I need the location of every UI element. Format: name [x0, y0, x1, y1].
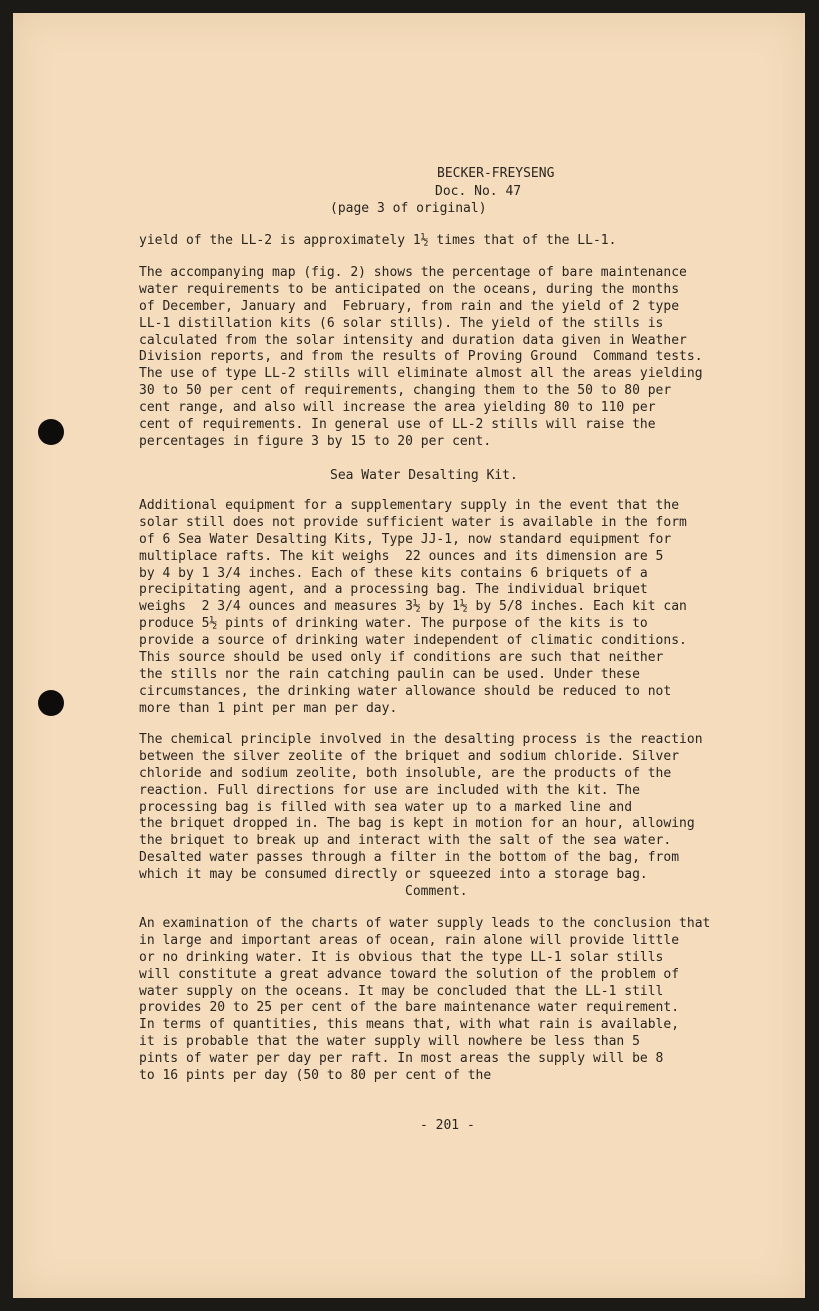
text-line: by 4 by 1 3/4 inches. Each of these kits contains 6 briquets of a — [139, 565, 648, 581]
text-line: to 16 pints per day (50 to 80 per cent of the — [139, 1068, 492, 1084]
page-number: - 201 - — [420, 1118, 475, 1133]
text-line: calculated from the solar intensity and duration data given in Weather — [139, 332, 687, 348]
punch-hole-lower — [38, 690, 64, 716]
text-line: solar still does not provide sufficient water is available in the form — [139, 514, 687, 530]
text-line: An examination of the charts of water supply leads to the conclusion that — [139, 916, 711, 931]
text-line: precipitating agent, and a processing bag. The individual briquet — [139, 582, 648, 598]
text-line: 30 to 50 per cent of requirements, changing them to the 50 to 80 per — [139, 383, 672, 399]
text-line: provide a source of drinking water independent of climatic conditions. — [139, 633, 687, 649]
text-line: the stills nor the rain catching paulin can be used. Under these — [139, 666, 640, 682]
text-line: The accompanying map (fig. 2) shows the percentage of bare maintenance — [139, 265, 687, 280]
header-doc-number: Doc. No. 47 — [435, 184, 522, 199]
heading-comment: Comment. — [405, 884, 468, 899]
text-line: This source should be used only if conditions are such that neither — [139, 650, 664, 666]
text-line: water requirements to be anticipated on the oceans, during the months — [139, 281, 680, 297]
text-line: the briquet dropped in. The bag is kept in motion for an hour, allowing — [139, 816, 695, 832]
text-line: The chemical principle involved in the desalting process is the reaction — [139, 732, 703, 747]
text-line: will constitute a great advance toward the solution of the problem of — [139, 966, 680, 982]
text-line: The use of type LL-2 stills will eliminate almost all the areas yielding — [139, 366, 703, 382]
text-line: yield of the LL-2 is approximately 1½ times that of the LL-1. — [139, 233, 617, 248]
text-line: cent of requirements. In general use of LL-2 stills will raise the — [139, 417, 656, 433]
paragraph-comment — [139, 916, 710, 1085]
punch-hole-upper — [38, 419, 64, 445]
text-line: Additional equipment for a supplementary supply in the event that the — [139, 498, 680, 513]
text-line: the briquet to break up and interact with the salt of the sea water. — [139, 833, 672, 849]
text-line: multiplace rafts. The kit weighs 22 ounces and its dimension are 5 — [139, 548, 664, 564]
text-line: LL-1 distillation kits (6 solar stills). The yield of the stills is — [139, 315, 664, 331]
text-line: percentages in figure 3 by 15 to 20 per cent. — [139, 433, 492, 449]
text-line: provides 20 to 25 per cent of the bare maintenance water requirement. — [139, 1000, 680, 1016]
paragraph-map — [139, 265, 703, 451]
text-line: of December, January and February, from rain and the yield of 2 type — [139, 298, 680, 314]
text-line: of 6 Sea Water Desalting Kits, Type JJ-1, now standard equipment for — [139, 531, 672, 547]
text-line: it is probable that the water supply will nowhere be less than 5 — [139, 1034, 640, 1050]
text-line: reaction. Full directions for use are included with the kit. The — [139, 782, 640, 798]
text-line: produce 5½ pints of drinking water. The purpose of the kits is to — [139, 616, 648, 632]
text-line: Desalted water passes through a filter in the bottom of the bag, from — [139, 850, 680, 866]
text-line: between the silver zeolite of the briquet and sodium chloride. Silver — [139, 748, 680, 764]
text-line: circumstances, the drinking water allowance should be reduced to not — [139, 683, 672, 699]
header-org: BECKER-FREYSENG — [437, 166, 555, 181]
paragraph-desalting-kit — [139, 498, 687, 718]
text-line: which it may be consumed directly or squeezed into a storage bag. — [139, 867, 648, 883]
heading-sea-water-desalting-kit: Sea Water Desalting Kit. — [330, 468, 518, 483]
text-line: more than 1 pint per man per day. — [139, 700, 398, 716]
header-page-ref: (page 3 of original) — [330, 201, 487, 216]
text-line: chloride and sodium zeolite, both insoluble, are the products of the — [139, 765, 672, 781]
text-line: processing bag is filled with sea water up to a marked line and — [139, 799, 633, 815]
paragraph-intro — [139, 233, 616, 250]
text-line: Division reports, and from the results of Proving Ground Command tests. — [139, 349, 703, 365]
text-line: water supply on the oceans. It may be concluded that the LL-1 still — [139, 983, 664, 999]
text-line: pints of water per day per raft. In most areas the supply will be 8 — [139, 1051, 664, 1067]
text-line: In terms of quantities, this means that, with what rain is available, — [139, 1017, 680, 1033]
text-line: weighs 2 3/4 ounces and measures 3½ by 1½ by 5/8 inches. Each kit can — [139, 599, 687, 615]
text-line: in large and important areas of ocean, rain alone will provide little — [139, 932, 680, 948]
text-line: or no drinking water. It is obvious that the type LL-1 solar stills — [139, 949, 664, 965]
paragraph-chemical-principle — [139, 732, 703, 884]
text-line: cent range, and also will increase the area yielding 80 to 110 per — [139, 400, 656, 416]
